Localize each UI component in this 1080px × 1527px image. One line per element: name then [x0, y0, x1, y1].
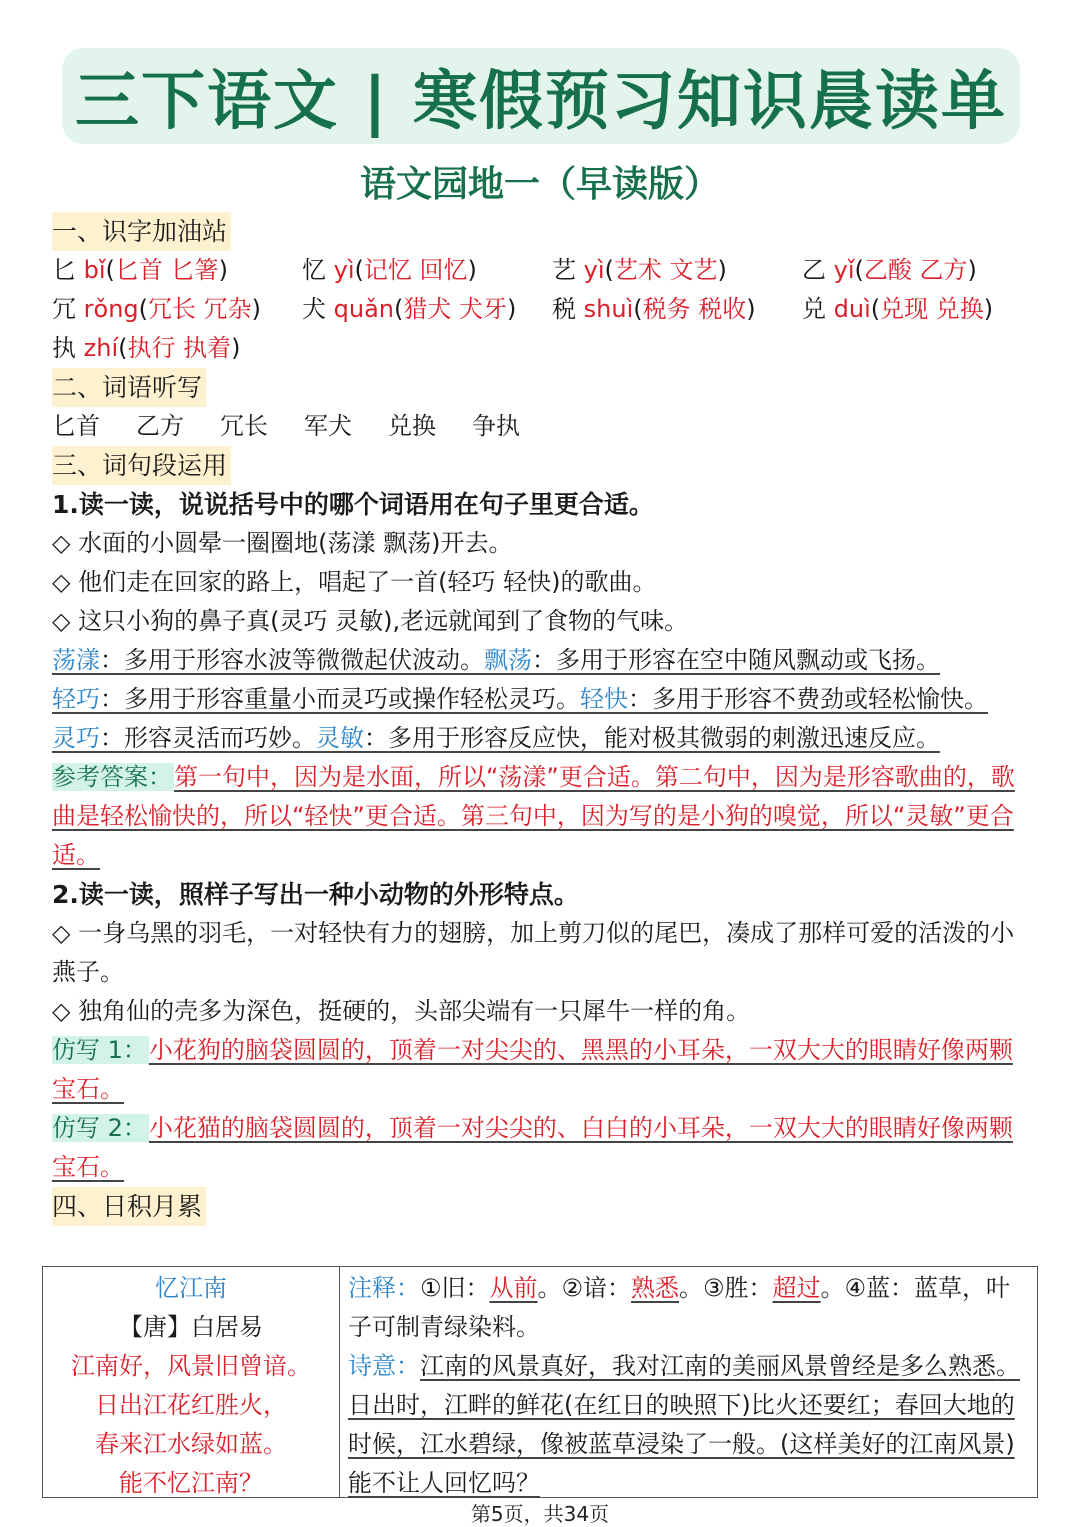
char-row [52, 290, 1034, 329]
page-subtitle: 语文园地一（早读版） [359, 164, 720, 205]
note-sep: 。 [820, 1274, 845, 1302]
dictation-word: 兑换 [388, 412, 436, 440]
definition-text: 多用于形容不费劲或轻松愉快。 [652, 685, 988, 713]
poem-author: 【唐】白居易 [119, 1313, 263, 1341]
note-prefix: ②谙： [561, 1274, 632, 1302]
definition-text: 多用于形容水波等微微起伏波动。 [124, 646, 484, 674]
poem-line: 春来江水绿如蓝。 [95, 1430, 287, 1458]
definition-term: 轻快 [580, 685, 628, 713]
definition-text: 形容灵活而巧妙。 [124, 724, 316, 752]
question-2-title: 2.读一读，照样子写出一种小动物的外形特点。 [52, 880, 579, 909]
char: 冗 [52, 295, 76, 323]
pinyin: zhí [83, 334, 119, 362]
char: 执 [52, 334, 76, 362]
char-words: 乙酸 乙方 [863, 256, 968, 284]
dictation-word: 乙方 [136, 412, 184, 440]
notes-label: 注释： [348, 1274, 420, 1302]
note-answer: 从前 [489, 1274, 538, 1302]
pinyin: rǒng [83, 295, 139, 323]
poem-line: 日出江花红胜火， [95, 1391, 287, 1419]
definition-term: 荡漾 [52, 646, 100, 674]
dictation-word: 冗长 [220, 412, 268, 440]
dictation-word: 军犬 [304, 412, 352, 440]
pinyin: yǐ [833, 256, 855, 284]
char-words: 兑现 兑换 [880, 295, 984, 323]
pinyin: bǐ [83, 256, 106, 284]
note-answer: 超过 [772, 1274, 821, 1302]
char-row [52, 251, 1034, 290]
poem-line: 江南好，风景旧曾谙。 [71, 1352, 311, 1380]
page-title: 三下语文 | 寒假预习知识晨读单 [75, 65, 1007, 139]
char: 税 [552, 295, 576, 323]
pinyin: yì [333, 256, 355, 284]
pinyin: duì [833, 295, 871, 323]
char-row [52, 329, 1034, 368]
note-prefix: ③胜： [703, 1274, 773, 1302]
definition-term: 灵巧 [52, 724, 100, 752]
char-words: 执行 执着 [127, 334, 232, 362]
imitation-1 [52, 1031, 1034, 1109]
poem-meaning [348, 1347, 1029, 1503]
note-prefix: ①旧： [420, 1274, 490, 1302]
section-heading-4: 四、日积月累 [52, 1187, 206, 1226]
section-heading-3: 三、词句段运用 [52, 446, 231, 485]
definition-block: 荡漾：多用于形容水波等微微起伏波动。飘荡：多用于形容在空中随风飘动或飞扬。 轻巧：多用于形容重量小而灵巧或操作轻松灵巧。轻快：多用于形容不费劲或轻松愉快。 灵巧：形容灵活而巧妙。灵敏：多用于形容反应快，能对极其微弱的刺激迅速反应。 [52, 646, 988, 752]
main-content [52, 212, 1034, 1226]
char-words: 冗长 冗杂 [148, 295, 252, 323]
char-entry: 冗 rǒng(冗长 冗杂) [52, 295, 262, 323]
poem-table [42, 1266, 1038, 1498]
question-2-item: ◇ 一身乌黑的羽毛，一对轻快有力的翅膀，加上剪刀似的尾巴，凑成了那样可爱的活泼的小燕子。 [52, 919, 1015, 986]
title-banner [62, 48, 1020, 144]
pinyin: quǎn [333, 295, 395, 323]
char-entry: 艺 yì(艺术 文艺) [552, 256, 727, 284]
answer-text: 第一句中，因为是水面，所以“荡漾”更合适。第二句中，因为是形容歌曲的，歌曲是轻松愉快的，所以“轻快”更合适。第三句中，因为写的是小狗的嗅觉，所以“灵敏”更合适。 [52, 763, 1015, 869]
definition-text: 多用于形容重量小而灵巧或操作轻松灵巧。 [124, 685, 580, 713]
definition-term: 灵敏 [316, 724, 364, 752]
char-entry: 犬 quǎn(猎犬 犬牙) [302, 295, 517, 323]
note-sep: 。 [537, 1274, 562, 1302]
poem-column [43, 1267, 340, 1497]
question-1-title: 1.读一读，说说括号中的哪个词语用在句子里更合适。 [52, 490, 654, 519]
char: 兑 [802, 295, 826, 323]
char: 艺 [552, 256, 576, 284]
poem-notes [348, 1269, 1029, 1347]
meaning-text: 江南的风景真好，我对江南的美丽风景曾经是多么熟悉。日出时，江畔的鲜花(在红日的映照下)比火还要红；春回大地的时候，江水碧绿，像被蓝草浸染了一般。(这样美好的江南风景)能不让人回忆吗？ [348, 1352, 1020, 1497]
section-heading-2: 二、词语听写 [52, 368, 206, 407]
section-heading-1: 一、识字加油站 [52, 212, 231, 251]
char-table [52, 251, 1034, 368]
definition-text: 多用于形容反应快，能对极其微弱的刺激迅速反应。 [388, 724, 940, 752]
imitation-text: 小花狗的脑袋圆圆的，顶着一对尖尖的、黑黑的小耳朵，一双大大的眼睛好像两颗宝石。 [52, 1036, 1013, 1103]
char: 匕 [52, 256, 76, 284]
char-words: 记忆 回忆 [363, 256, 468, 284]
question-2-item: ◇ 独角仙的壳多为深色，挺硬的，头部尖端有一只犀牛一样的角。 [52, 997, 751, 1025]
pinyin: shuì [583, 295, 634, 323]
imitation-2 [52, 1109, 1034, 1187]
question-1-item: ◇ 水面的小圆晕一圈圈地(荡漾 飘荡)开去。 [52, 529, 513, 557]
char-words: 税务 税收 [642, 295, 747, 323]
question-1-item: ◇ 他们走在回家的路上，唱起了一首(轻巧 轻快)的歌曲。 [52, 568, 657, 596]
char: 犬 [302, 295, 326, 323]
char-entry: 匕 bǐ(匕首 匕箸) [52, 256, 228, 284]
answer-block [52, 758, 1034, 875]
dictation-word: 争执 [472, 412, 520, 440]
char-entry: 兑 duì(兑现 兑换) [802, 295, 994, 323]
note-sep: 。 [679, 1274, 704, 1302]
poem-line: 能不忆江南？ [119, 1469, 263, 1497]
imitation-label: 仿写 2： [52, 1114, 147, 1142]
question-1-item: ◇ 这只小狗的鼻子真(灵巧 灵敏),老远就闻到了食物的气味。 [52, 607, 689, 635]
dictation-word: 匕首 [52, 412, 100, 440]
char-entry: 忆 yì(记忆 回忆) [302, 256, 477, 284]
char-entry: 税 shuì(税务 税收) [552, 295, 756, 323]
definition-text: 多用于形容在空中随风飘动或飞扬。 [556, 646, 940, 674]
poem-title: 忆江南 [155, 1274, 227, 1302]
pinyin: yì [583, 256, 605, 284]
note-answer: 熟悉 [631, 1274, 680, 1302]
definition-term: 飘荡 [484, 646, 532, 674]
page-footer: 第5页，共34页 [470, 1502, 610, 1526]
char-words: 猎犬 犬牙 [403, 295, 508, 323]
imitation-label: 仿写 1： [52, 1036, 147, 1064]
answer-label: 参考答案： [52, 763, 172, 791]
char-words: 艺术 文艺 [613, 256, 718, 284]
meaning-label: 诗意： [348, 1352, 420, 1380]
char-entry: 执 zhí(执行 执着) [52, 334, 241, 362]
char-words: 匕首 匕箸 [114, 256, 219, 284]
note-4: ④蓝：蓝草，叶子可制青绿染料。 [348, 1274, 1011, 1341]
dictation-words [52, 407, 1034, 446]
char: 忆 [302, 256, 326, 284]
imitation-text: 小花猫的脑袋圆圆的，顶着一对尖尖的、白白的小耳朵，一双大大的眼睛好像两颗宝石。 [52, 1114, 1013, 1181]
char: 乙 [802, 256, 826, 284]
definition-term: 轻巧 [52, 685, 100, 713]
char-entry: 乙 yǐ(乙酸 乙方) [802, 256, 977, 284]
poem-notes-column [340, 1267, 1037, 1497]
